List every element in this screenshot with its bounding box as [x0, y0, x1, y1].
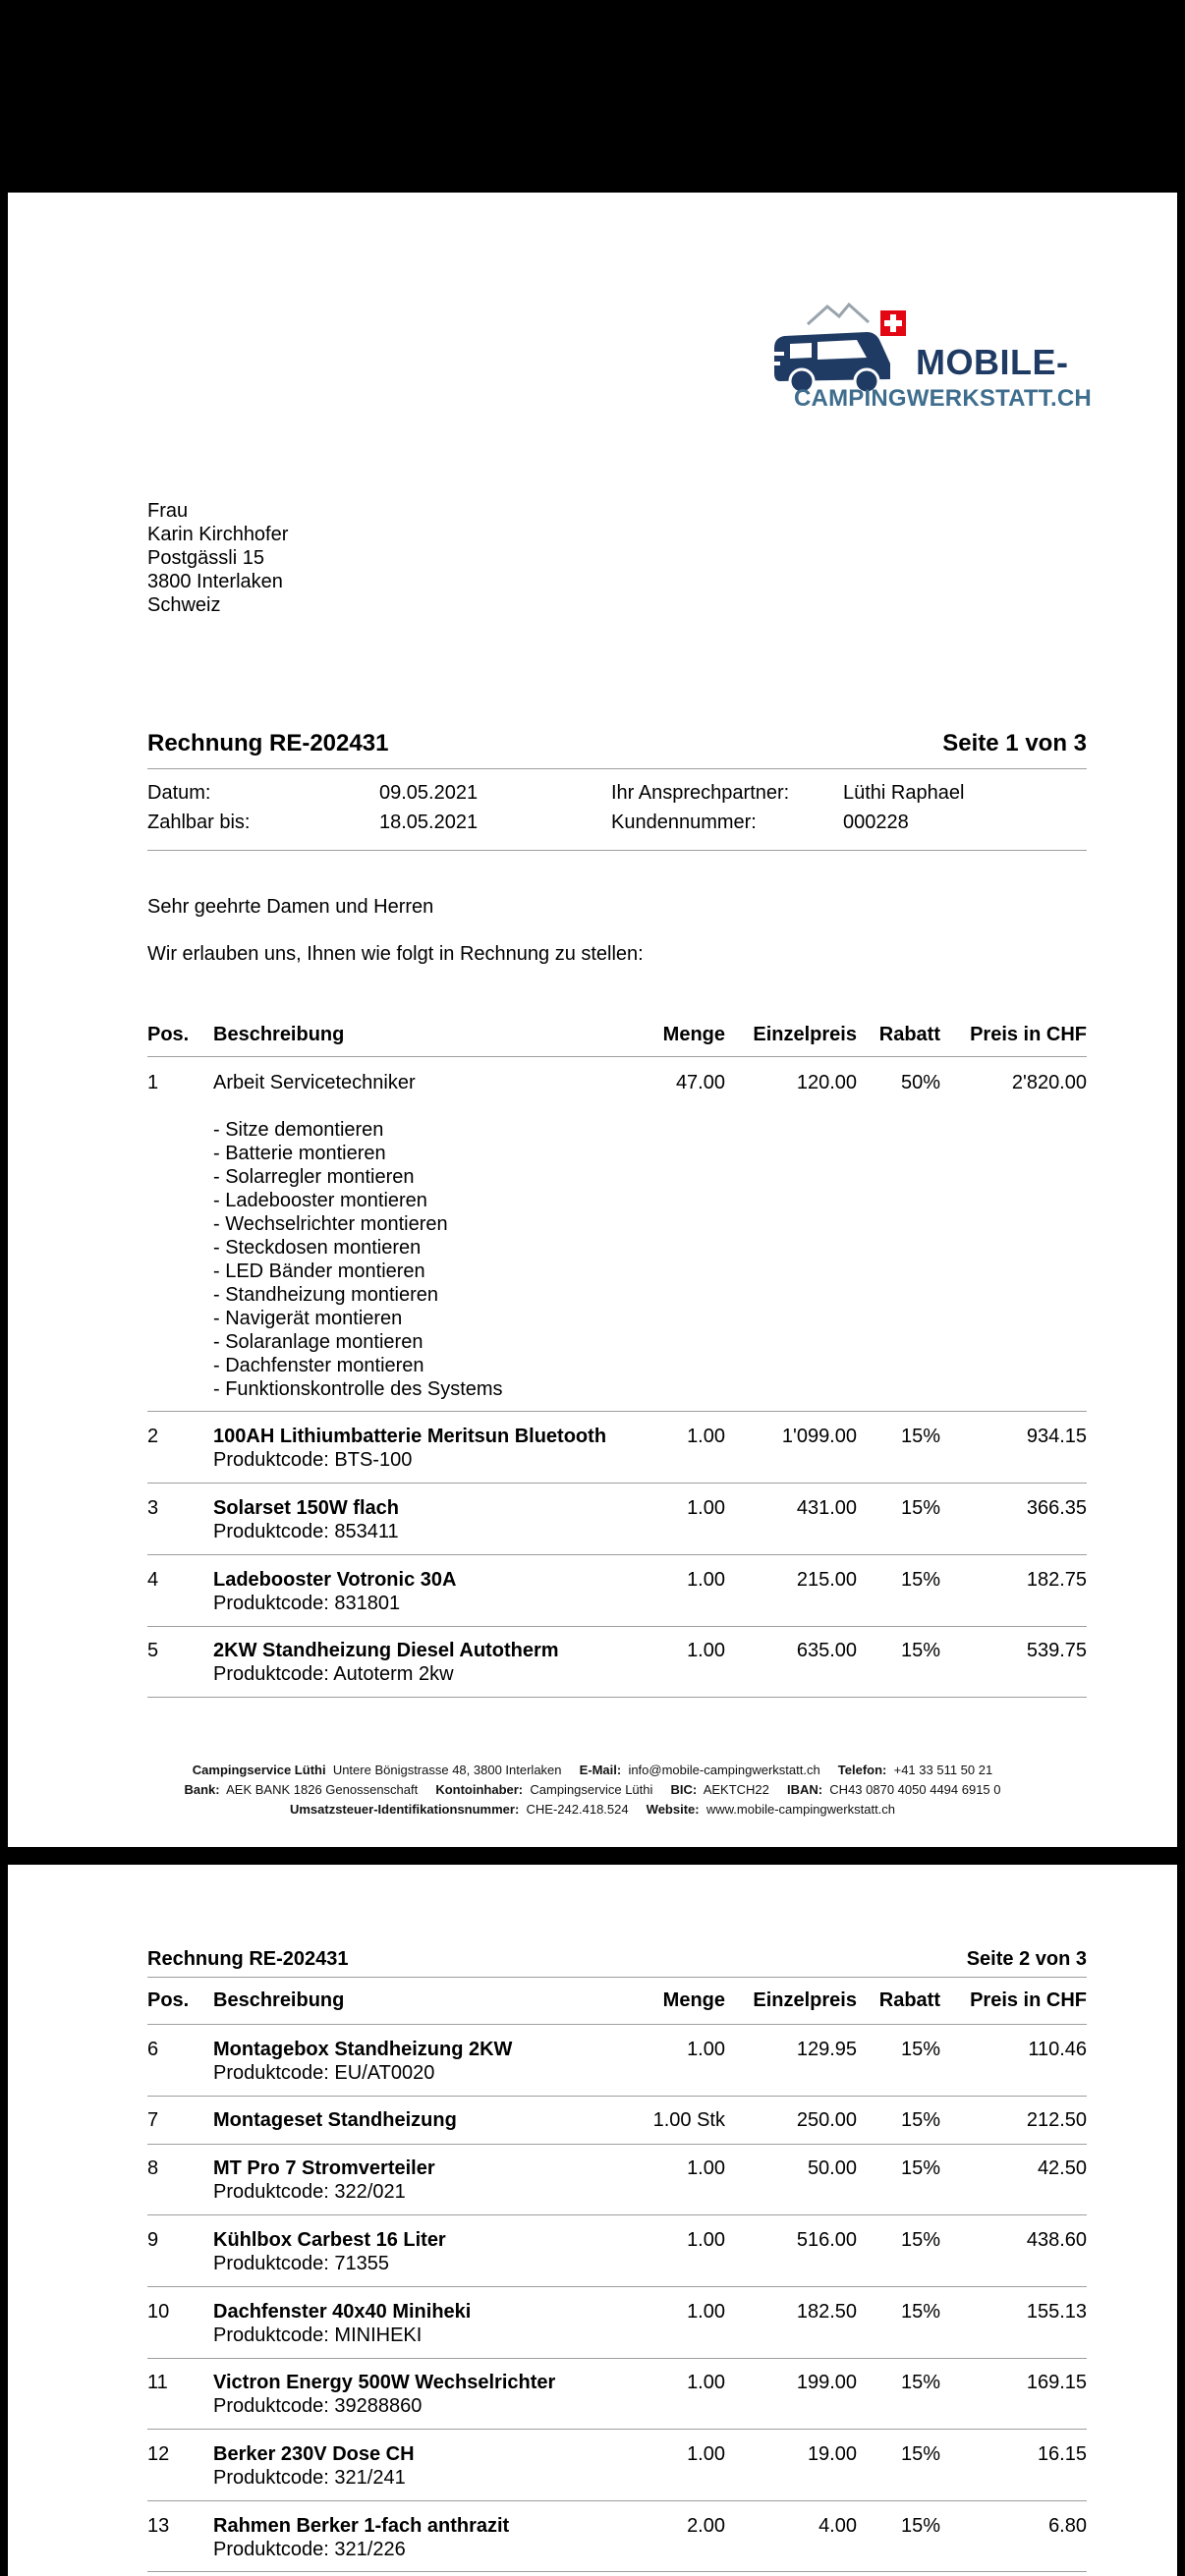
row-pos: 12	[147, 2443, 170, 2465]
greeting: Sehr geehrte Damen und Herren	[147, 896, 434, 918]
divider	[147, 2144, 1087, 2145]
invoice-title: Rechnung RE-202431	[147, 1948, 349, 1970]
recipient-line: Karin Kirchhofer	[147, 524, 289, 545]
footer-email-label: E-Mail:	[579, 1763, 622, 1777]
row-discount: 15%	[900, 2301, 940, 2323]
row-total: 212.50	[1026, 2109, 1087, 2131]
date-value: 09.05.2021	[379, 782, 479, 804]
divider	[147, 2286, 1087, 2287]
row-total: 2'820.00	[1011, 1072, 1087, 1093]
row-pos: 10	[147, 2301, 170, 2323]
row-unit-price: 4.00	[818, 2515, 857, 2537]
divider	[147, 2571, 1087, 2572]
invoice-page-2	[8, 1865, 1177, 2576]
row-unit-price: 182.50	[796, 2301, 857, 2323]
divider	[147, 1056, 1087, 1057]
row-pos: 1	[147, 1072, 159, 1093]
page-indicator: Seite 1 von 3	[942, 730, 1087, 756]
task-item: - Funktionskontrolle des Systems	[213, 1378, 503, 1400]
task-list	[213, 1118, 503, 1401]
row-unit-price: 215.00	[796, 1569, 857, 1591]
footer-bic: AEKTCH22	[703, 1782, 769, 1797]
task-item: - Solarregler montieren	[213, 1166, 415, 1188]
row-unit-price: 635.00	[796, 1640, 857, 1661]
row-code: Produktcode: EU/AT0020	[213, 2062, 435, 2084]
row-total: 934.15	[1026, 1426, 1087, 1447]
row-qty: 1.00	[687, 1640, 725, 1661]
row-pos: 4	[147, 1569, 159, 1591]
footer-web-label: Website:	[646, 1802, 700, 1817]
row-pos: 9	[147, 2229, 159, 2251]
footer-bic-label: BIC:	[670, 1782, 698, 1797]
row-code: Produktcode: 322/021	[213, 2181, 406, 2203]
task-item: - Wechselrichter montieren	[213, 1213, 448, 1235]
row-qty: 1.00 Stk	[652, 2109, 725, 2131]
col-header-total: Preis in CHF	[970, 1024, 1087, 1045]
col-header-total: Preis in CHF	[970, 1989, 1087, 2011]
footer-iban: CH43 0870 4050 4494 6915 0	[829, 1782, 1001, 1797]
row-discount: 15%	[900, 2443, 940, 2465]
logo-text-line1: MOBILE-	[916, 342, 1069, 382]
row-discount: 15%	[900, 1569, 940, 1591]
row-pos: 13	[147, 2515, 170, 2537]
row-title: Rahmen Berker 1-fach anthrazit	[213, 2515, 510, 2537]
footer-email: info@mobile-campingwerkstatt.ch	[628, 1763, 820, 1777]
row-total: 42.50	[1037, 2157, 1087, 2179]
footer-web: www.mobile-campingwerkstatt.ch	[705, 1802, 896, 1817]
task-item: - Batterie montieren	[213, 1143, 386, 1164]
col-header-pos: Pos.	[147, 1989, 190, 2011]
col-header-desc: Beschreibung	[213, 1024, 345, 1045]
task-item: - Solaranlage montieren	[213, 1331, 423, 1353]
footer-phone: +41 33 511 50 21	[893, 1763, 993, 1777]
row-pos: 6	[147, 2039, 159, 2060]
divider	[147, 2429, 1087, 2430]
col-header-desc: Beschreibung	[213, 1989, 345, 2011]
row-discount: 15%	[900, 2229, 940, 2251]
recipient-address	[147, 499, 288, 617]
row-qty: 1.00	[687, 2301, 725, 2323]
customer-value: 000228	[843, 812, 909, 833]
footer-line-2	[8, 1782, 1177, 1798]
divider	[147, 1697, 1087, 1698]
row-pos: 3	[147, 1497, 159, 1519]
row-pos: 5	[147, 1640, 159, 1661]
footer-bank-label: Bank:	[184, 1782, 220, 1797]
recipient-line: Postgässli 15	[147, 547, 264, 569]
row-code: Produktcode: MINIHEKI	[213, 2324, 423, 2346]
footer-vat-label: Umsatzsteuer-Identifikationsnummer:	[289, 1802, 520, 1817]
divider	[147, 1626, 1087, 1627]
row-pos: 8	[147, 2157, 159, 2179]
divider	[147, 1483, 1087, 1484]
row-qty: 47.00	[675, 1072, 725, 1093]
row-total: 155.13	[1026, 2301, 1087, 2323]
col-header-disc: Rabatt	[878, 1989, 940, 2011]
row-qty: 2.00	[687, 2515, 725, 2537]
divider	[147, 2096, 1087, 2097]
footer-holder: Campingservice Lüthi	[530, 1782, 653, 1797]
col-header-qty: Menge	[662, 1989, 725, 2011]
row-title: MT Pro 7 Stromverteiler	[213, 2157, 435, 2179]
row-code: Produktcode: 831801	[213, 1593, 401, 1614]
row-discount: 15%	[900, 1426, 940, 1447]
row-qty: 1.00	[687, 2443, 725, 2465]
row-total: 182.75	[1026, 1569, 1087, 1591]
footer-line-1	[8, 1763, 1177, 1778]
date-label: Datum:	[147, 782, 211, 804]
row-qty: 1.00	[687, 2039, 725, 2060]
task-item: - Steckdosen montieren	[213, 1237, 422, 1259]
row-qty: 1.00	[687, 2157, 725, 2179]
row-unit-price: 19.00	[807, 2443, 857, 2465]
row-code: Produktcode: 321/241	[213, 2467, 406, 2489]
row-title: Arbeit Servicetechniker	[213, 1072, 416, 1093]
row-unit-price: 50.00	[807, 2157, 857, 2179]
contact-label: Ihr Ansprechpartner:	[611, 782, 790, 804]
row-title: Solarset 150W flach	[213, 1497, 399, 1519]
page-indicator: Seite 2 von 3	[966, 1948, 1087, 1970]
contact-value: Lüthi Raphael	[843, 782, 965, 804]
row-total: 539.75	[1026, 1640, 1087, 1661]
logo-text-line2: CAMPINGWERKSTATT.CH	[794, 385, 1092, 412]
row-total: 110.46	[1028, 2039, 1087, 2060]
row-title: 100AH Lithiumbatterie Meritsun Bluetooth	[213, 1426, 607, 1447]
row-title: 2KW Standheizung Diesel Autotherm	[213, 1640, 559, 1661]
row-code: Produktcode: 39288860	[213, 2395, 423, 2417]
divider	[147, 1554, 1087, 1555]
footer-company: Campingservice Lüthi	[192, 1763, 326, 1777]
divider	[147, 2214, 1087, 2215]
company-logo	[770, 303, 1095, 411]
row-unit-price: 1'099.00	[781, 1426, 857, 1447]
divider	[147, 1411, 1087, 1412]
recipient-line: Frau	[147, 500, 189, 522]
row-title: Victron Energy 500W Wechselrichter	[213, 2372, 556, 2393]
row-code: Produktcode: 853411	[213, 1521, 399, 1542]
row-discount: 15%	[900, 2372, 940, 2393]
row-code: Produktcode: BTS-100	[213, 1449, 413, 1471]
row-title: Kühlbox Carbest 16 Liter	[213, 2229, 446, 2251]
task-item: - Standheizung montieren	[213, 1284, 439, 1306]
row-pos: 2	[147, 1426, 159, 1447]
row-total: 6.80	[1048, 2515, 1087, 2537]
row-qty: 1.00	[687, 1426, 725, 1447]
row-discount: 15%	[900, 1497, 940, 1519]
row-qty: 1.00	[687, 1569, 725, 1591]
due-label: Zahlbar bis:	[147, 812, 251, 833]
row-code: Produktcode: 71355	[213, 2253, 390, 2274]
row-qty: 1.00	[687, 1497, 725, 1519]
task-item: - Ladebooster montieren	[213, 1190, 427, 1211]
invoice-page-1	[8, 193, 1177, 1847]
divider	[147, 1977, 1087, 1978]
footer-address: Untere Bönigstrasse 48, 3800 Interlaken	[332, 1763, 562, 1777]
row-unit-price: 129.95	[796, 2039, 857, 2060]
row-discount: 15%	[900, 1640, 940, 1661]
footer-vat: CHE-242.418.524	[526, 1802, 629, 1817]
row-unit-price: 250.00	[796, 2109, 857, 2131]
row-pos: 11	[147, 2372, 168, 2393]
footer-holder-label: Kontoinhaber:	[435, 1782, 524, 1797]
row-pos: 7	[147, 2109, 159, 2131]
due-value: 18.05.2021	[379, 812, 479, 833]
row-qty: 1.00	[687, 2372, 725, 2393]
row-discount: 15%	[900, 2157, 940, 2179]
row-total: 169.15	[1026, 2372, 1087, 2393]
row-discount: 50%	[900, 1072, 940, 1093]
footer-bank: AEK BANK 1826 Genossenschaft	[226, 1782, 419, 1797]
row-total: 16.15	[1037, 2443, 1087, 2465]
row-title: Dachfenster 40x40 Miniheki	[213, 2301, 472, 2323]
customer-label: Kundennummer:	[611, 812, 757, 833]
row-code: Produktcode: 321/226	[213, 2539, 406, 2560]
row-title: Montageset Standheizung	[213, 2109, 457, 2131]
row-unit-price: 516.00	[796, 2229, 857, 2251]
divider	[147, 2358, 1087, 2359]
row-unit-price: 199.00	[796, 2372, 857, 2393]
row-discount: 15%	[900, 2109, 940, 2131]
intro-text: Wir erlauben uns, Ihnen wie folgt in Rechnung zu stellen:	[147, 943, 644, 965]
recipient-line: Schweiz	[147, 594, 221, 616]
col-header-unit: Einzelpreis	[753, 1989, 857, 2011]
footer-iban-label: IBAN:	[786, 1782, 823, 1797]
task-item: - Sitze demontieren	[213, 1119, 384, 1141]
row-unit-price: 120.00	[796, 1072, 857, 1093]
row-unit-price: 431.00	[796, 1497, 857, 1519]
row-code: Produktcode: Autoterm 2kw	[213, 1663, 454, 1685]
footer-phone-label: Telefon:	[837, 1763, 887, 1777]
col-header-unit: Einzelpreis	[753, 1024, 857, 1045]
row-qty: 1.00	[687, 2229, 725, 2251]
task-item: - LED Bänder montieren	[213, 1260, 425, 1282]
row-title: Montagebox Standheizung 2KW	[213, 2039, 513, 2060]
divider	[147, 850, 1087, 851]
footer-line-3	[8, 1802, 1177, 1818]
row-total: 366.35	[1026, 1497, 1087, 1519]
row-discount: 15%	[900, 2039, 940, 2060]
divider	[147, 768, 1087, 769]
row-title: Berker 230V Dose CH	[213, 2443, 415, 2465]
col-header-qty: Menge	[662, 1024, 725, 1045]
invoice-title: Rechnung RE-202431	[147, 730, 389, 756]
task-item: - Dachfenster montieren	[213, 1355, 424, 1376]
col-header-pos: Pos.	[147, 1024, 190, 1045]
row-discount: 15%	[900, 2515, 940, 2537]
task-item: - Navigerät montieren	[213, 1308, 403, 1329]
row-total: 438.60	[1026, 2229, 1087, 2251]
row-title: Ladebooster Votronic 30A	[213, 1569, 457, 1591]
divider	[147, 2024, 1087, 2025]
recipient-line: 3800 Interlaken	[147, 571, 283, 592]
col-header-disc: Rabatt	[878, 1024, 940, 1045]
divider	[147, 2500, 1087, 2501]
